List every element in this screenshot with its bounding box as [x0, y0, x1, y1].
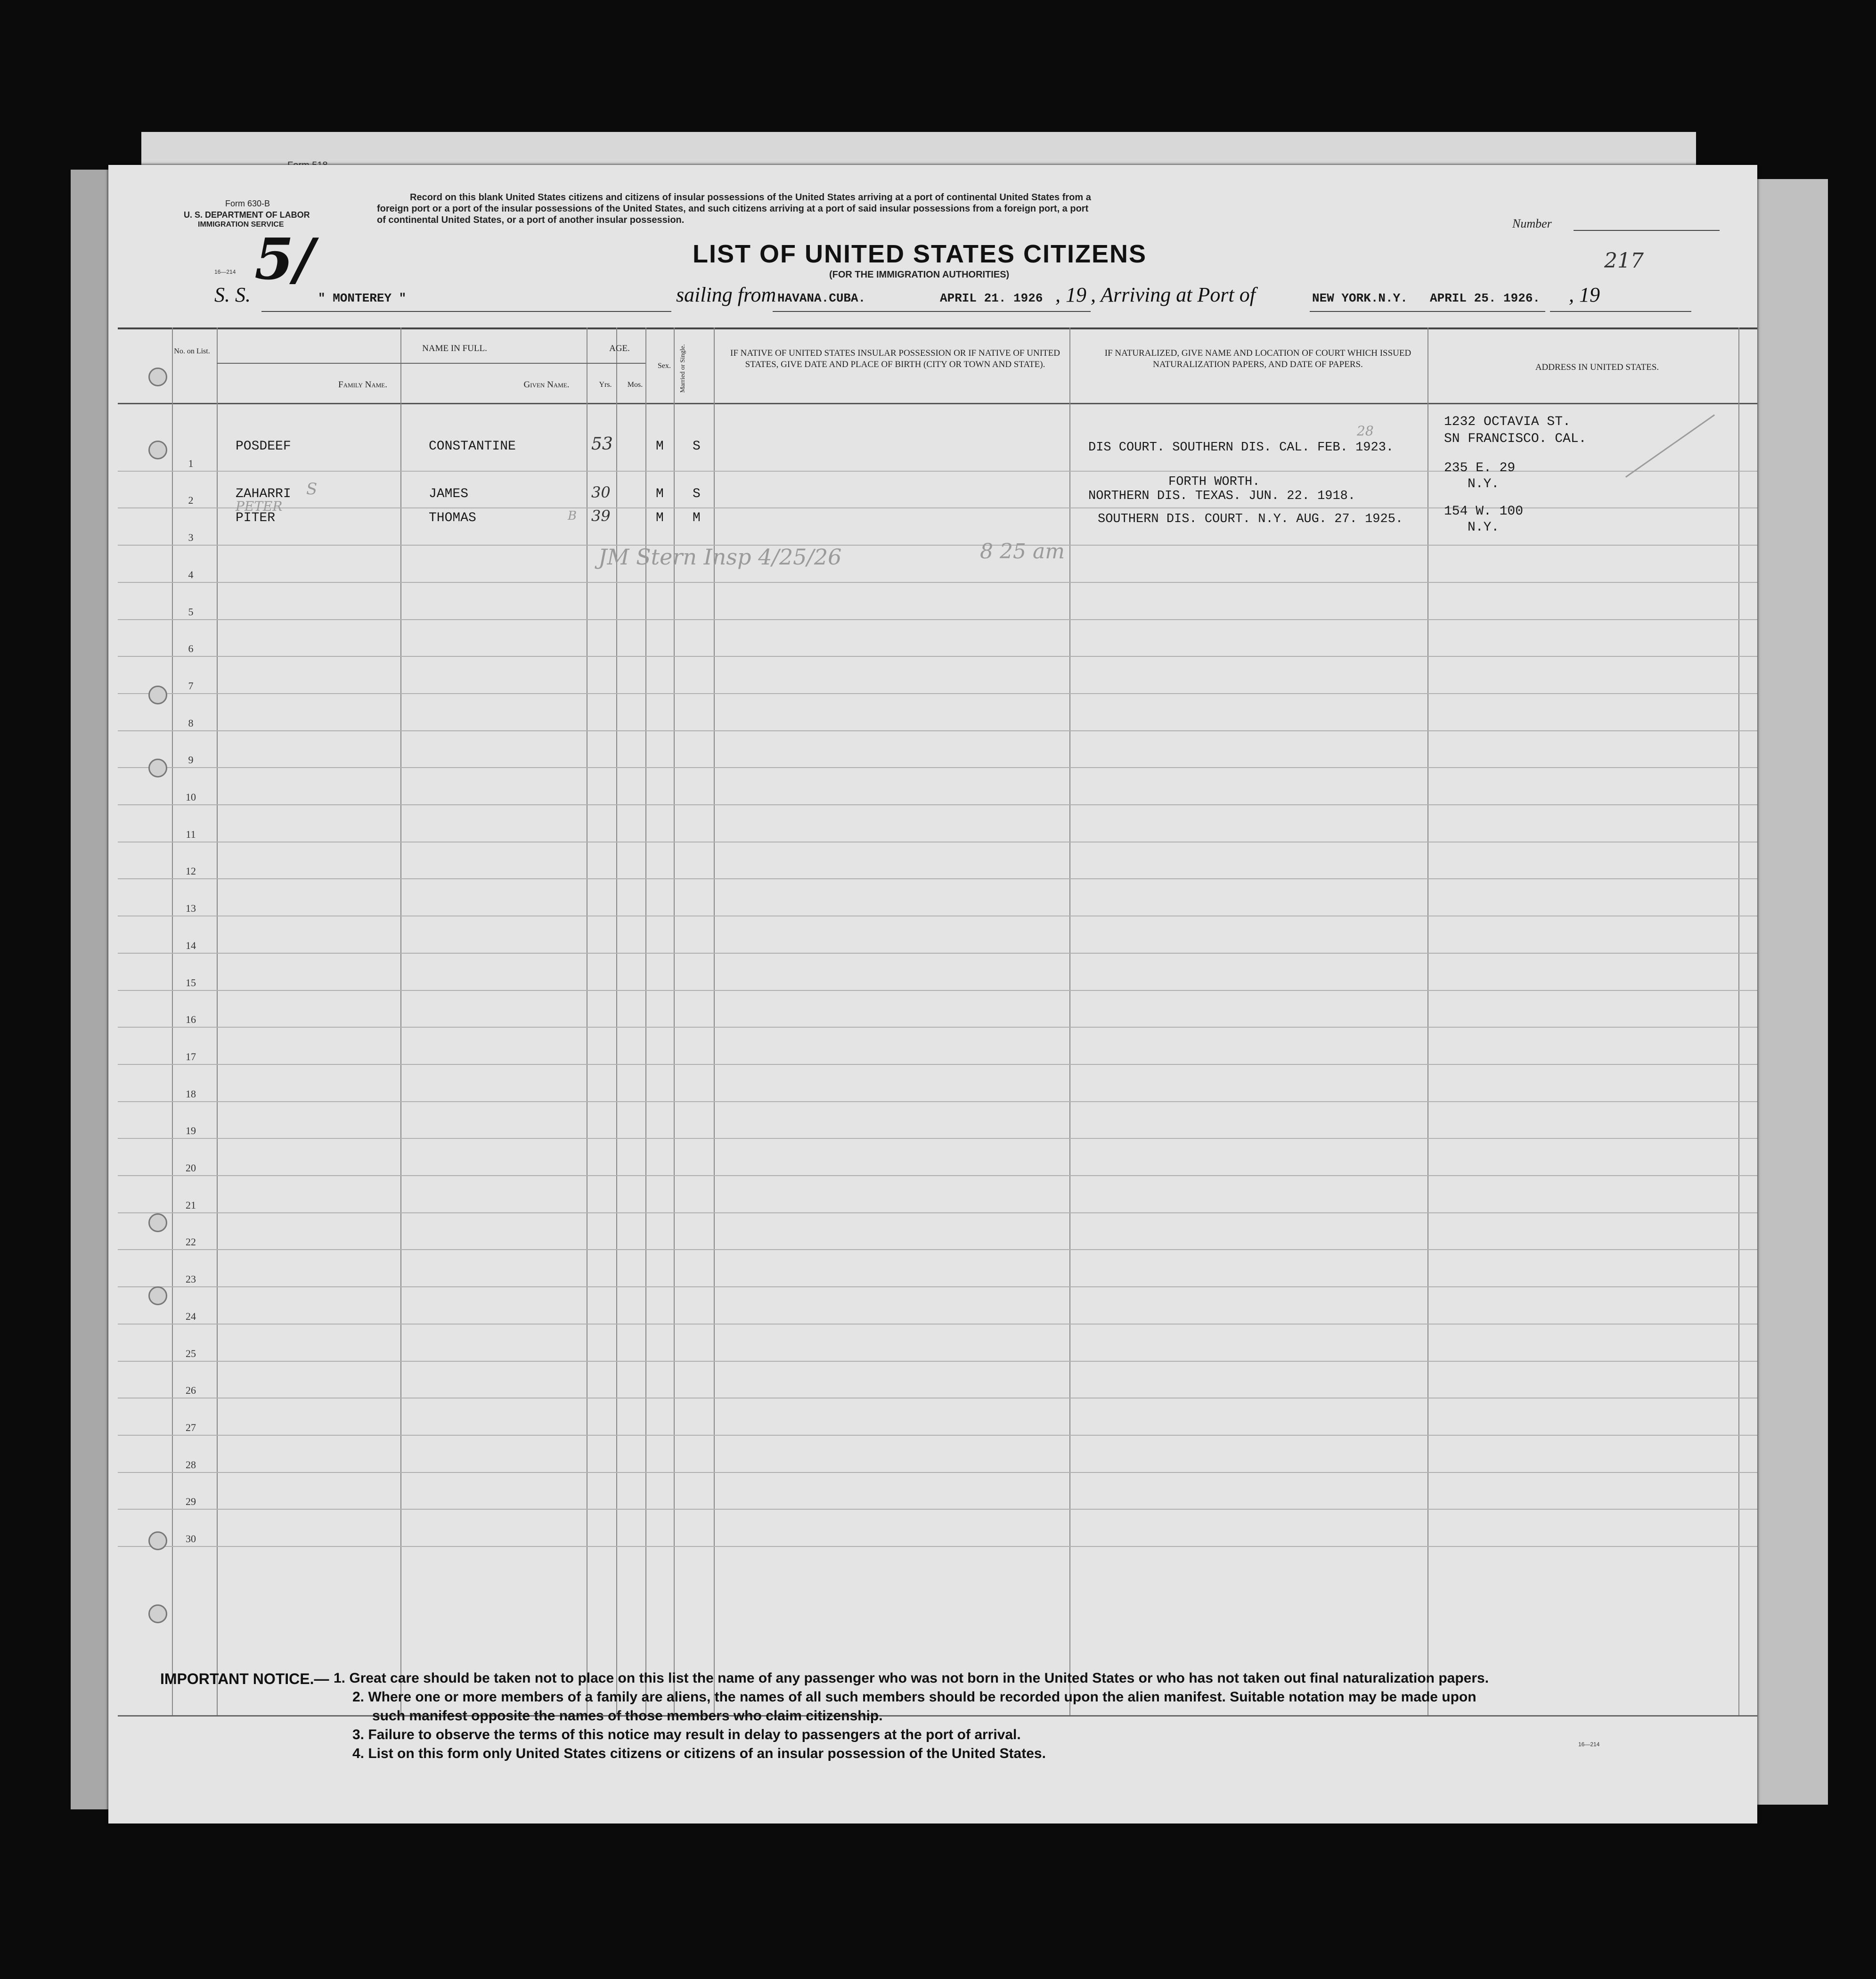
number-value: 217 — [1604, 249, 1644, 273]
row-line — [118, 804, 1757, 805]
row-line — [118, 1546, 1757, 1547]
row-number: 13 — [186, 902, 196, 915]
row-line — [118, 619, 1757, 620]
table-top-border — [118, 327, 1757, 329]
row3-given-note: B — [568, 509, 577, 523]
row3-family-note: PETER — [236, 499, 283, 514]
notice-item-2-cont: such manifest opposite the names of those members who claim citizenship. — [372, 1708, 883, 1724]
row-number: 8 — [188, 717, 194, 729]
row3-age-years: 39 — [591, 507, 611, 525]
row-number: 3 — [188, 532, 194, 544]
instruction-line-2: foreign port or a port of the insular possessions of the United States, and such citizens arriving at a port of said insular possessions from a foreign port, a port — [377, 204, 1089, 214]
handwritten-mark: 5/ — [254, 226, 315, 293]
row-number: 26 — [186, 1384, 196, 1397]
number-line — [1574, 230, 1720, 231]
instruction-line-3: of continental United States, or a port of another insular possession. — [377, 215, 685, 225]
row1-given-name: CONSTANTINE — [429, 439, 516, 454]
row-number: 24 — [186, 1310, 196, 1322]
row2-family-note: S — [306, 480, 318, 499]
arriving-label: , Arriving at Port of — [1091, 283, 1256, 306]
row-number: 11 — [186, 828, 196, 840]
column-divider — [674, 327, 675, 1715]
notice-item-2: 2. Where one or more members of a family are aliens, the names of all such members should be recorded upon the alien manifest. Suitable notation may be made upon — [352, 1689, 1476, 1705]
row-number: 12 — [186, 865, 196, 877]
row1-court-note: 28 — [1357, 423, 1374, 439]
row-line — [118, 1064, 1757, 1065]
row-line — [118, 767, 1757, 768]
row-number: 5 — [188, 605, 194, 618]
row2-court-city: FORTH WORTH. — [1168, 475, 1260, 489]
row2-court: NORTHERN DIS. TEXAS. JUN. 22. 1918. — [1088, 489, 1356, 503]
row1-address-line1: 1232 OCTAVIA ST. — [1444, 415, 1571, 429]
header-mos: Mos. — [627, 381, 643, 389]
row-line — [118, 953, 1757, 954]
notice-item-3: 3. Failure to observe the terms of this notice may result in delay to passengers at the port of arrival. — [352, 1727, 1021, 1742]
notice-item-1: 1. Great care should be taken not to place on this list the name of any passenger who was not born in the United States or who has not taken out final naturalization papers. — [334, 1670, 1489, 1686]
page-title: LIST OF UNITED STATES CITIZENS — [693, 240, 1147, 268]
row2-age-years: 30 — [591, 483, 611, 501]
service-name: IMMIGRATION SERVICE — [198, 221, 284, 229]
pencil-stroke — [1625, 414, 1715, 477]
department-name: U. S. DEPARTMENT OF LABOR — [184, 210, 310, 220]
row-number: 9 — [188, 754, 194, 766]
row-number: 30 — [186, 1533, 196, 1545]
header-address: ADDRESS IN UNITED STATES. — [1535, 362, 1659, 372]
row-number: 25 — [186, 1347, 196, 1359]
header-native-birth: IF NATIVE OF UNITED STATES INSULAR POSSESSION OR IF NATIVE OF UNITED STATES, GIVE DATE AND PLACE OF BIRTH (CITY OR TOWN AND STATE). — [730, 348, 1060, 369]
row-number: 19 — [186, 1125, 196, 1137]
form-number: Form 630-B — [225, 199, 270, 208]
binder-hole — [148, 1213, 167, 1232]
row-number: 1 — [188, 457, 194, 469]
row-line — [118, 545, 1757, 546]
binder-hole — [148, 759, 167, 777]
header-married-or-single: Married or Single. — [679, 344, 686, 393]
binder-hole — [148, 1286, 167, 1305]
binder-hole — [148, 368, 167, 386]
footer-code: 16—214 — [1578, 1741, 1600, 1748]
row-number: 23 — [186, 1273, 196, 1285]
row-number: 2 — [188, 494, 194, 507]
name-header-divider — [217, 363, 587, 364]
row-line — [118, 730, 1757, 731]
header-no-on-list: No. on List. — [174, 347, 210, 355]
sailing-from-label: sailing from — [676, 283, 776, 306]
row1-married: S — [693, 439, 701, 454]
port-line — [1310, 311, 1545, 312]
row3-address-line1: 154 W. 100 — [1444, 504, 1524, 519]
row2-given-name: JAMES — [429, 487, 469, 501]
row-line — [118, 1212, 1757, 1213]
row-number: 22 — [186, 1236, 196, 1248]
row2-sex: M — [656, 487, 664, 501]
row-number: 17 — [186, 1050, 196, 1063]
row3-given-name: THOMAS — [429, 511, 476, 525]
row-number: 4 — [188, 568, 194, 581]
header-age: AGE. — [609, 343, 630, 353]
binder-hole — [148, 441, 167, 459]
row3-sex: M — [656, 511, 664, 525]
instruction-line-1: Record on this blank United States citizens and citizens of insular possessions of the United States arriving at a port of continental United States from a — [410, 192, 1091, 203]
row-line — [118, 1509, 1757, 1510]
header-name-in-full: NAME IN FULL. — [422, 343, 487, 353]
row-number: 29 — [186, 1496, 196, 1508]
table-bottom-border — [118, 1715, 1757, 1717]
row1-address-line2: SN FRANCISCO. CAL. — [1444, 432, 1587, 446]
row-number: 28 — [186, 1458, 196, 1471]
row-line — [118, 1435, 1757, 1436]
column-divider — [1069, 327, 1070, 1715]
row-line — [118, 693, 1757, 694]
row-line — [118, 1361, 1757, 1362]
departure-port: HAVANA.CUBA. — [777, 291, 866, 305]
row1-court: DIS COURT. SOUTHERN DIS. CAL. FEB. 1923. — [1088, 441, 1394, 455]
row-number: 15 — [186, 976, 196, 989]
column-divider — [400, 327, 401, 1715]
header-bottom-border — [118, 403, 1757, 404]
row-line — [118, 1249, 1757, 1250]
column-divider — [616, 327, 617, 1715]
sailing-date: APRIL 21. 1926 — [940, 291, 1043, 305]
column-divider — [1427, 327, 1428, 1715]
row-line — [118, 1101, 1757, 1102]
row-number: 7 — [188, 679, 194, 692]
row2-family-name: ZAHARRI — [236, 487, 291, 501]
manifest-page — [108, 165, 1757, 1824]
header-sex: Sex. — [658, 362, 671, 370]
page-subtitle: (FOR THE IMMIGRATION AUTHORITIES) — [829, 270, 1010, 280]
row1-age-years: 53 — [591, 434, 613, 454]
inspector-time-note: 8 25 am — [980, 540, 1065, 564]
column-divider — [645, 327, 646, 1715]
row-number: 20 — [186, 1162, 196, 1174]
binder-hole — [148, 1531, 167, 1550]
row-line — [118, 1138, 1757, 1139]
number-label: Number — [1512, 217, 1552, 230]
row-number: 21 — [186, 1199, 196, 1211]
row-line — [118, 1324, 1757, 1325]
header-naturalized: IF NATURALIZED, GIVE NAME AND LOCATION OF COURT WHICH ISSUED NATURALIZATION PAPERS, AND DATE OF PAPERS. — [1104, 348, 1411, 369]
header-yrs: Yrs. — [599, 381, 612, 389]
row-number: 10 — [186, 791, 196, 803]
row1-sex: M — [656, 439, 664, 454]
arrival-date: APRIL 25. 1926. — [1430, 291, 1541, 305]
row-number: 6 — [188, 643, 194, 655]
arrival-year-printed: , 19 — [1569, 283, 1600, 306]
left-page-edge — [71, 170, 108, 1809]
row-number: 27 — [186, 1421, 196, 1433]
ship-name: " MONTEREY " — [318, 291, 407, 305]
row2-married: S — [693, 487, 701, 501]
row-line — [118, 1286, 1757, 1287]
row3-family-name: PITER — [236, 511, 276, 525]
column-divider — [172, 327, 173, 1715]
row-number: 18 — [186, 1088, 196, 1100]
row-number: 16 — [186, 1014, 196, 1026]
row1-family-name: POSDEEF — [236, 439, 291, 454]
binder-hole — [148, 1604, 167, 1623]
age-header-divider — [587, 363, 645, 364]
row-line — [118, 582, 1757, 583]
ss-label: S. S. — [214, 283, 251, 306]
row2-address-line2: N.Y. — [1468, 477, 1500, 491]
header-given-name: Given Name. — [523, 380, 570, 390]
sailing-year-printed: , 19 — [1055, 283, 1086, 306]
binder-hole — [148, 686, 167, 704]
notice-item-4: 4. List on this form only United States citizens or citizens of an insular possession of the United States. — [352, 1746, 1046, 1761]
row3-court: SOUTHERN DIS. COURT. N.Y. AUG. 27. 1925. — [1098, 512, 1403, 526]
header-family-name: Family Name. — [338, 380, 387, 390]
row-line — [118, 1472, 1757, 1473]
row-line — [118, 1175, 1757, 1176]
right-page-edge — [1757, 179, 1828, 1805]
row-line — [118, 1027, 1757, 1028]
date-line — [935, 311, 1091, 312]
row-line — [118, 990, 1757, 991]
column-divider — [1738, 327, 1739, 1715]
arrival-port: NEW YORK.N.Y. — [1312, 291, 1408, 305]
column-divider — [714, 327, 715, 1715]
inspector-pencil-note: JM Stern Insp 4/25/26 — [598, 544, 842, 570]
column-divider — [217, 327, 218, 1715]
small-code: 16—214 — [214, 269, 236, 275]
row-line — [118, 878, 1757, 879]
row2-address-line1: 235 E. 29 — [1444, 461, 1516, 475]
notice-label: IMPORTANT NOTICE.— — [160, 1670, 329, 1687]
row-number: 14 — [186, 939, 196, 951]
row3-address-line2: N.Y. — [1468, 520, 1500, 535]
row-line — [118, 656, 1757, 657]
ship-line — [261, 311, 671, 312]
row3-married: M — [693, 511, 701, 525]
arrival-date-line — [1550, 311, 1691, 312]
